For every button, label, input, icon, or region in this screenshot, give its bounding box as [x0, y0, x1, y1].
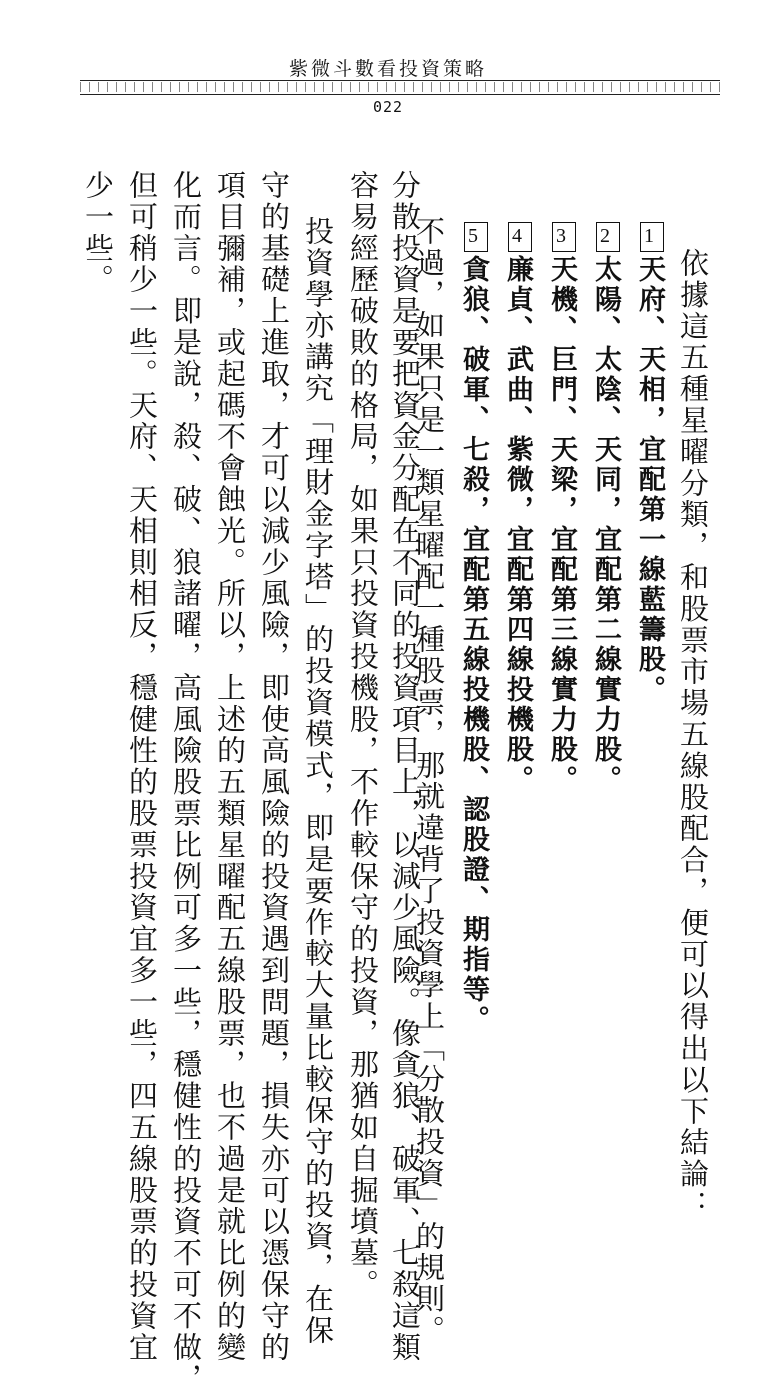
list-item-4 [497, 222, 537, 795]
paragraph-text: 少一些。 [81, 170, 115, 296]
page-number: 022 [372, 98, 404, 116]
item-number-box: 5 [464, 222, 488, 252]
list-item-3 [541, 222, 581, 795]
header-rule-top [80, 80, 720, 81]
book-title: 紫微斗數看投資策略 [288, 58, 487, 80]
list-item-2 [585, 222, 625, 795]
paragraph-text: 分散投資是要把資金分配在不同的投資項目上，以減少風險。像貪狼、破軍、七殺這類 [388, 170, 422, 1364]
header-ornament [80, 82, 720, 92]
paragraph-text: 守的基礎上進取，才可以減少風險，即使高風險的投資遇到問題，損失亦可以憑保守的 [257, 170, 291, 1364]
paragraph-text: 容易經歷破敗的格局，如果只投資投機股，不作較保守的投資，那猶如自掘墳墓。 [346, 170, 380, 1301]
item-number-box: 4 [508, 222, 532, 252]
list-item-1 [629, 222, 669, 705]
paragraph-text: 不過，如果只是一類星曜配一種股票，那就違背了投資學上「分散投資」的規則。 [412, 216, 446, 1347]
list-item-text: 貪狼、破軍、七殺，宜配第五線投機股、認股證、期指等。 [458, 255, 489, 1035]
list-item-text: 太陽、太陰、天同，宜配第二線實力股。 [590, 255, 621, 795]
item-number-box: 3 [552, 222, 576, 252]
paragraph-intro: 依據這五種星曜分類，和股票市場五線股配合，便可以得出以下結論： [676, 248, 710, 1222]
paragraph-text: 但可稍少一些。天府、天相則相反，穩健性的股票投資宜多一些，四五線股票的投資宜 [125, 170, 159, 1364]
item-number-box: 1 [640, 222, 664, 252]
paragraph-text: 項目彌補，或起碼不會蝕光。所以，上述的五類星曜配五線股票，也不過是就比例的變 [213, 170, 247, 1364]
paragraph-text: 投資學亦講究「理財金字塔」的投資模式，即是要作較大量比較保守的投資，在保 [301, 216, 335, 1347]
paragraph-text: 化而言。即是說，殺、破、狼諸曜，高風險股票比例可多一些，穩健性的投資不可不做， [169, 170, 203, 1395]
list-item-text: 天府、天相，宜配第一線藍籌股。 [634, 255, 665, 705]
list-item-5 [453, 222, 493, 1035]
header-rule-bottom [80, 94, 720, 95]
item-number-box: 2 [596, 222, 620, 252]
list-item-text: 廉貞、武曲、紫微，宜配第四線投機股。 [502, 255, 533, 795]
list-item-text: 天機、巨門、天梁，宜配第三線實力股。 [546, 255, 577, 795]
